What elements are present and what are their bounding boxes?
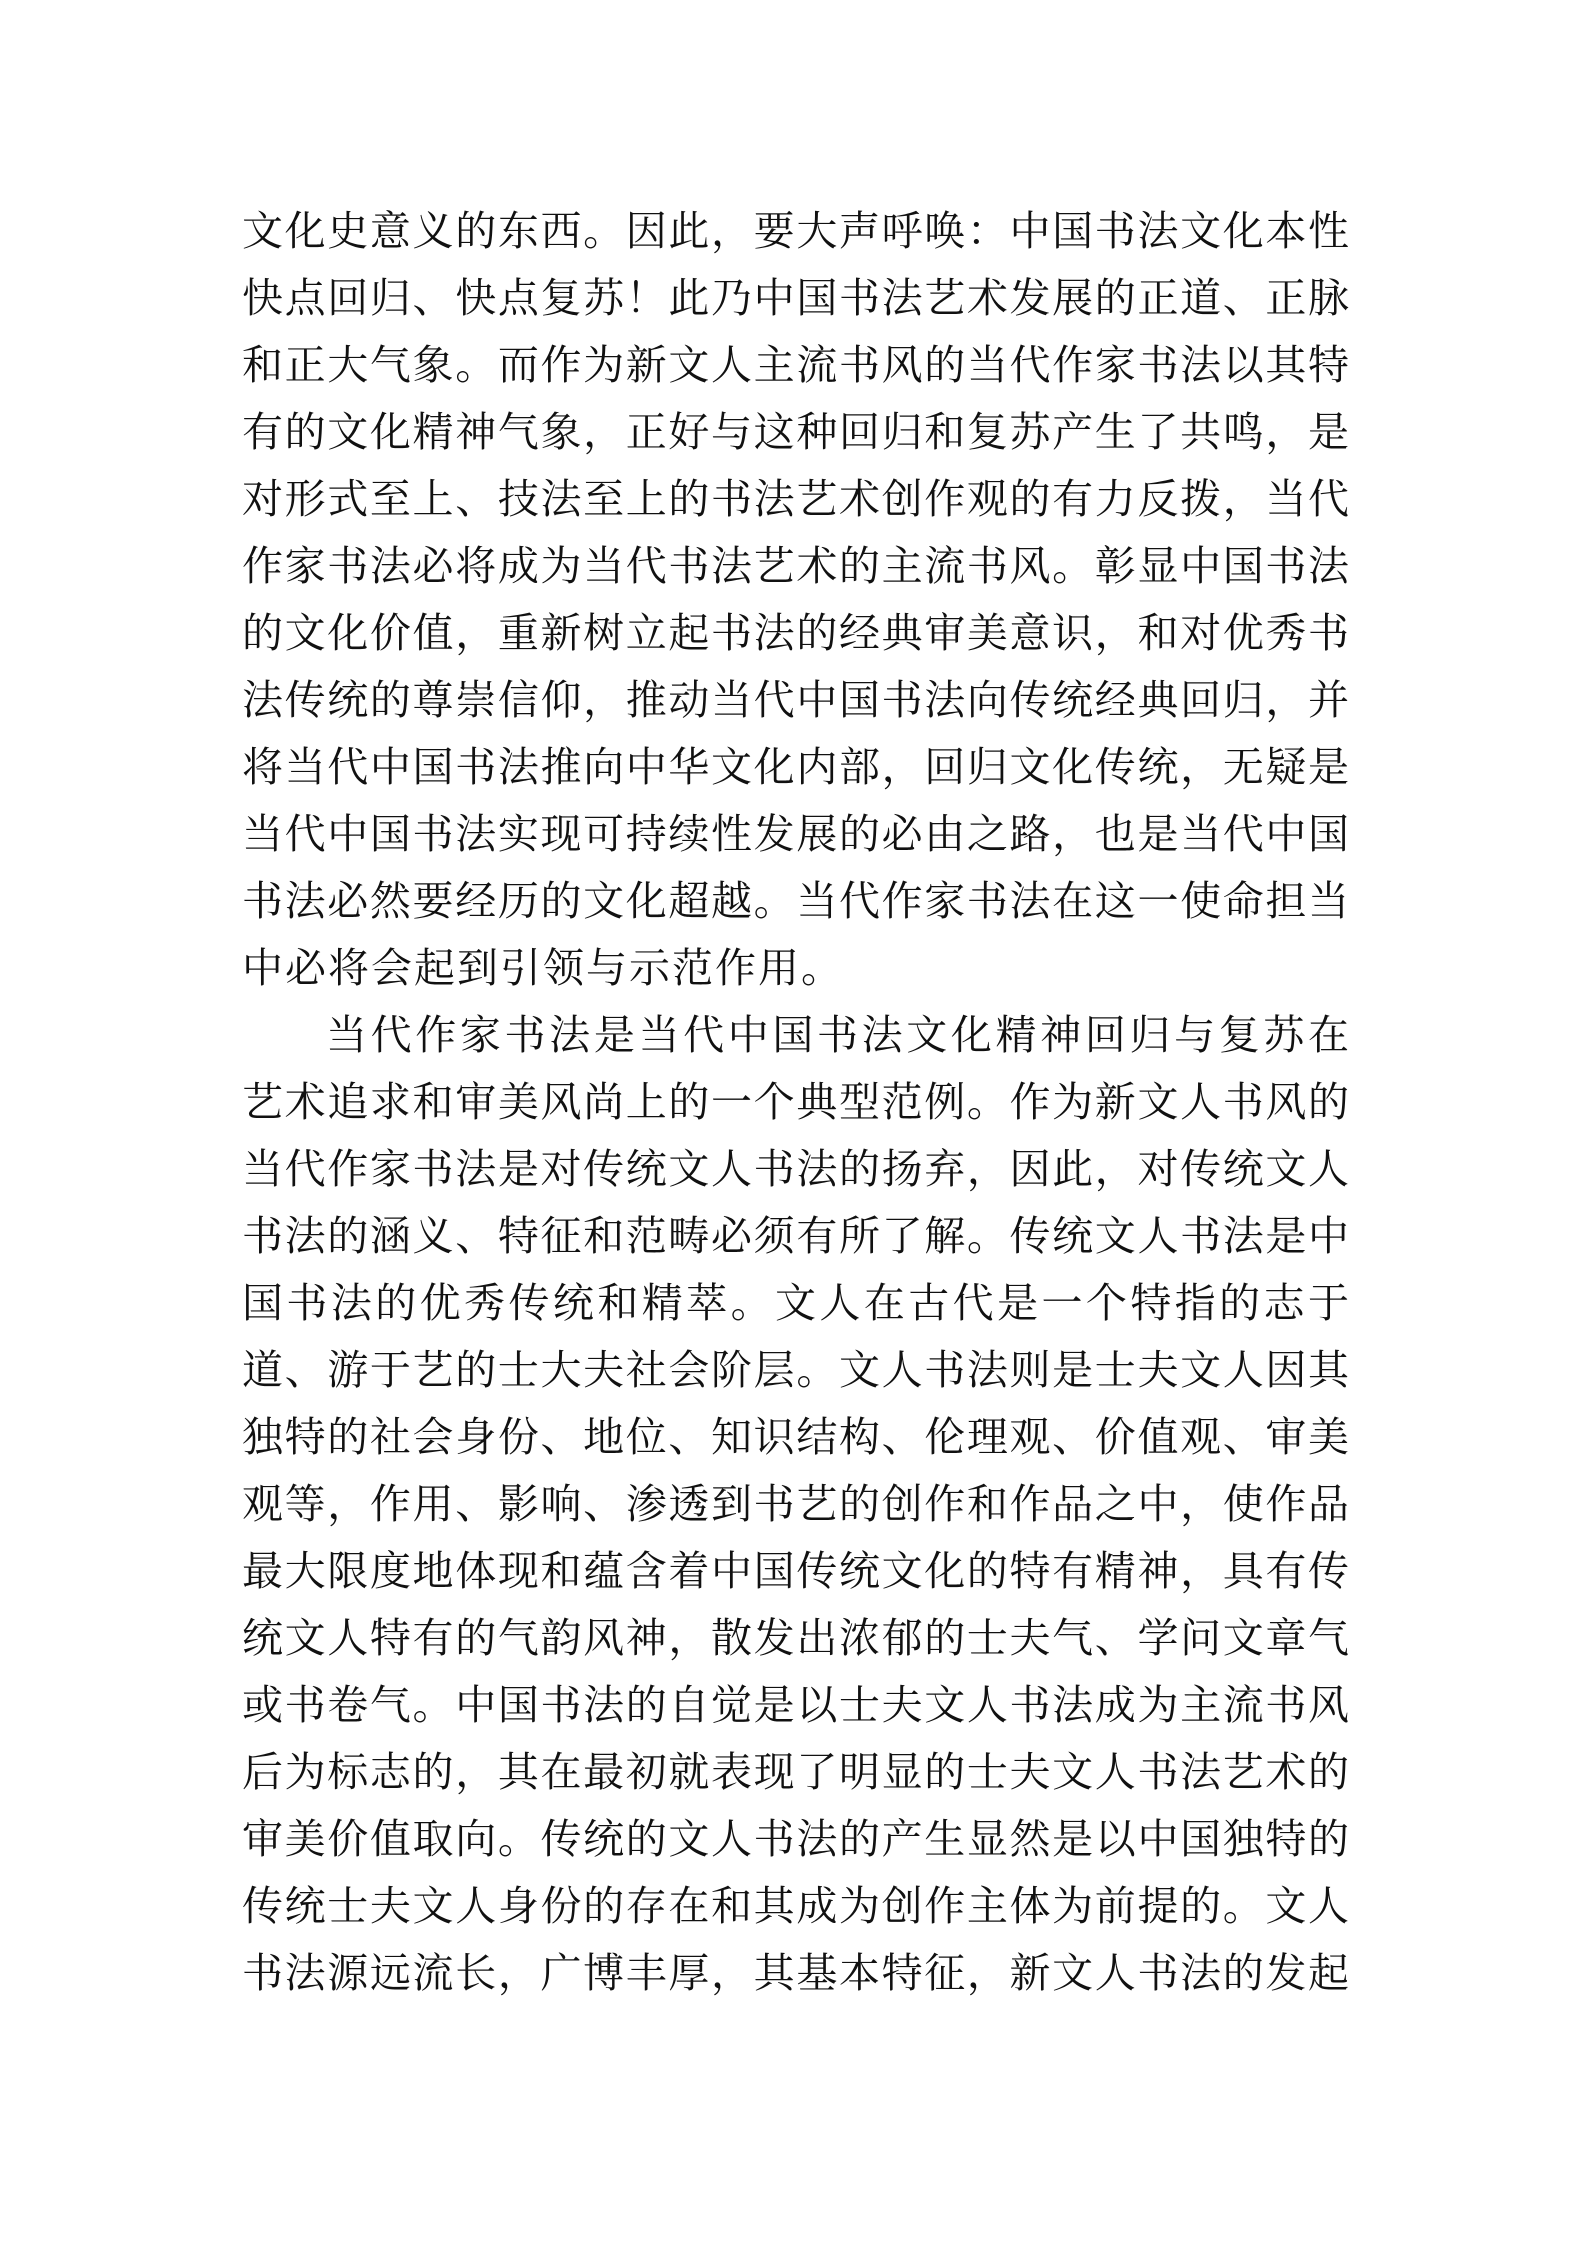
text-line: 作家书法必将成为当代书法艺术的主流书风。彰显中国书法 [242,543,1350,589]
text-line: 观等，作用、影响、渗透到书艺的创作和作品之中，使作品 [242,1481,1350,1527]
text-line-paragraph-end: 中必将会起到引领与示范作用。 [242,945,844,991]
text-line: 最大限度地体现和蕴含着中国传统文化的特有精神，具有传 [242,1548,1350,1594]
body-text [242,198,1350,2007]
text-line: 国书法的优秀传统和精萃。文人在古代是一个特指的志于 [242,1280,1350,1326]
text-line: 快点回归、快点复苏！此乃中国书法艺术发展的正道、正脉 [242,275,1350,321]
text-line: 书法必然要经历的文化超越。当代作家书法在这一使命担当 [242,878,1350,924]
text-line: 独特的社会身份、地位、知识结构、伦理观、价值观、审美 [242,1414,1350,1460]
text-line: 将当代中国书法推向中华文化内部，回归文化传统，无疑是 [242,744,1350,790]
text-line: 法传统的尊崇信仰，推动当代中国书法向传统经典回归，并 [242,677,1350,723]
text-line: 传统士夫文人身份的存在和其成为创作主体为前提的。文人 [242,1883,1350,1929]
text-line: 当代作家书法是对传统文人书法的扬弃，因此，对传统文人 [242,1146,1350,1192]
text-line: 书法的涵义、特征和范畴必须有所了解。传统文人书法是中 [242,1213,1350,1259]
text-line: 文化史意义的东西。因此，要大声呼唤：中国书法文化本性 [242,208,1350,254]
text-line: 当代中国书法实现可持续性发展的必由之路，也是当代中国 [242,811,1350,857]
text-line: 书法源远流长，广博丰厚，其基本特征，新文人书法的发起 [242,1950,1350,1996]
text-line: 道、游于艺的士大夫社会阶层。文人书法则是士夫文人因其 [242,1347,1350,1393]
text-line: 有的文化精神气象，正好与这种回归和复苏产生了共鸣，是 [242,409,1350,455]
text-line: 艺术追求和审美风尚上的一个典型范例。作为新文人书风的 [242,1079,1350,1125]
text-line: 和正大气象。而作为新文人主流书风的当代作家书法以其特 [242,342,1350,388]
text-line: 后为标志的，其在最初就表现了明显的士夫文人书法艺术的 [242,1749,1350,1795]
text-line: 对形式至上、技法至上的书法艺术创作观的有力反拨，当代 [242,476,1350,522]
text-line: 或书卷气。中国书法的自觉是以士夫文人书法成为主流书风 [242,1682,1350,1728]
text-line: 统文人特有的气韵风神，散发出浓郁的士夫气、学问文章气 [242,1615,1350,1661]
text-line: 审美价值取向。传统的文人书法的产生显然是以中国独特的 [242,1816,1350,1862]
text-line-paragraph-start: 当代作家书法是当代中国书法文化精神回归与复苏在 [326,1012,1350,1058]
text-line: 的文化价值，重新树立起书法的经典审美意识，和对优秀书 [242,610,1350,656]
